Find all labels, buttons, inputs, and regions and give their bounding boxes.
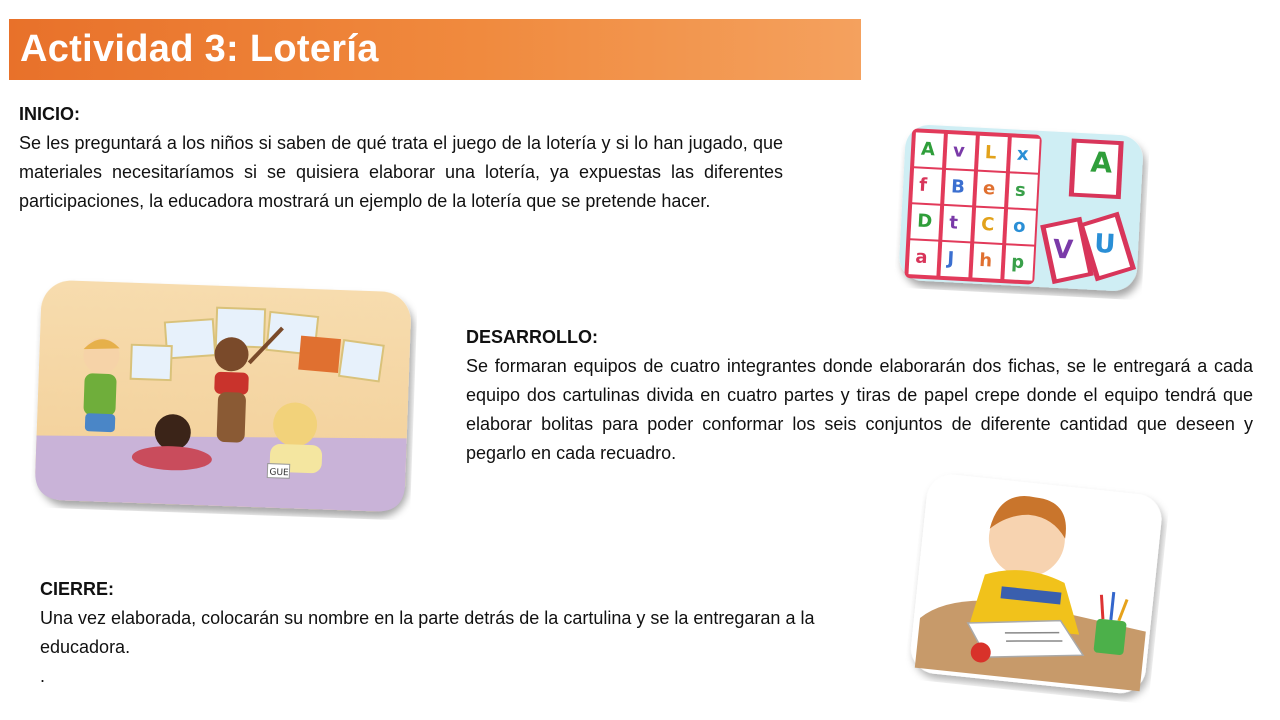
big-card-letter: A	[1089, 145, 1114, 180]
cierre-section	[40, 575, 830, 691]
kids-tag-text: GUE	[269, 467, 289, 479]
loteria-card-cell	[912, 168, 942, 203]
loteria-card-letter: B	[950, 176, 966, 198]
cierre-trailing: .	[40, 666, 46, 686]
loteria-card-letter: A	[920, 138, 936, 161]
loteria-card-letter: J	[946, 248, 955, 270]
loteria-card-letter: f	[918, 174, 928, 196]
loteria-card-letter: p	[1010, 251, 1025, 274]
loteria-card-letter: D	[916, 210, 933, 233]
cierre-heading: CIERRE:	[40, 579, 115, 599]
loteria-card-letter: v	[952, 140, 966, 162]
loteria-card-letter: e	[982, 177, 996, 200]
loteria-card-letter: s	[1014, 179, 1027, 202]
desarrollo-section	[466, 323, 1253, 468]
v-card-letter: V	[1052, 234, 1074, 266]
loteria-card-letter: L	[984, 141, 997, 164]
title-bar	[9, 19, 861, 80]
page-title: Actividad 3: Lotería	[20, 28, 379, 70]
desarrollo-heading: DESARROLLO:	[466, 327, 598, 347]
loteria-cards-image	[894, 120, 1150, 301]
loteria-card-letter: t	[948, 212, 959, 234]
boy-writing-image	[904, 468, 1171, 705]
loteria-card-cell	[940, 242, 970, 277]
u-card-letter: U	[1093, 228, 1117, 260]
kids-painting-image	[30, 275, 418, 520]
loteria-card-letter: x	[1016, 143, 1030, 166]
loteria-card-letter: o	[1012, 215, 1027, 238]
inicio-text: Se les preguntará a los niños si saben de qué trata el juego de la lotería y si lo han jugado, que materiales necesitaríamos si se quisiera elaborar una lotería, ya expuestas las diferentes participaciones, la educadora mostrará un ejemplo de la lotería que se pretende hacer.	[19, 133, 783, 211]
inicio-heading: INICIO:	[19, 104, 80, 124]
desarrollo-text: Se formaran equipos de cuatro integrantes donde elaborarán dos fichas, se le entregará a cada equipo dos cartulinas divida en cuatro partes y tiras de papel crepe donde el equipo tendrá que elaborar bolitas para poder conformar los seis conjuntos de diferente cantidad que deseen y pegarlo en cada recuadro.	[466, 356, 1253, 463]
inicio-section	[19, 100, 783, 216]
loteria-card-letter: a	[914, 246, 929, 269]
loteria-card-letter: h	[978, 249, 993, 272]
loteria-card-letter: C	[980, 213, 995, 236]
cierre-text: Una vez elaborada, colocarán su nombre en la parte detrás de la cartulina y se la entregaran a la educadora.	[40, 608, 815, 657]
